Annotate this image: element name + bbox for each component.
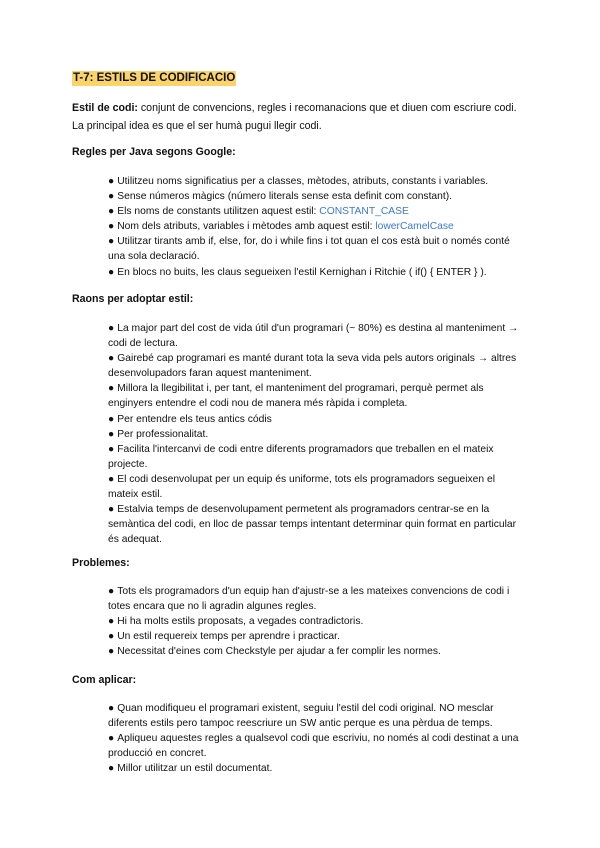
aplicar-list: [108, 701, 528, 776]
list-item: ● Un estil requereix temps per aprendre i practicar.: [108, 631, 340, 643]
list-item: ● Necessitat d'eines com Checkstyle per ajudar a fer complir les normes.: [108, 646, 441, 658]
intro-text: conjunt de convencions, regles i recomanacions que et diuen com escriure codi. La principal idea es que el ser humà pugui llegir codi.: [72, 102, 517, 132]
list-item: ● Nom dels atributs, variables i mètodes amb aquest estil: lowerCamelCase: [108, 221, 454, 233]
list-item: ● El codi desenvolupat per un equip és uniforme, tots els programadors segueixen el mateix estil.: [108, 473, 496, 501]
list-item: ● Estalvia temps de desenvolupament permetent als programadors centrar-se en la semàntica del codi, en lloc de passar temps intentant determinar quin format en particular és adequat.: [108, 504, 517, 546]
list-item: ● Utilitzeu noms significatius per a classes, mètodes, atributs, constants i variables.: [108, 176, 489, 187]
code-constant-case: CONSTANT_CASE: [319, 206, 409, 218]
page-title: T-7: ESTILS DE CODIFICACIO: [73, 72, 236, 84]
intro-paragraph: [72, 99, 530, 135]
list-item: ● Utilitzar tirants amb if, else, for, do i while fins i tot quan el cos està buit o només conté una sola declaració.: [108, 236, 510, 263]
section-heading-raons: Raons per adoptar estil:: [72, 293, 194, 305]
google-rules-list: [108, 174, 528, 280]
list-item: ● Hi ha molts estils proposats, a vegades contradictoris.: [108, 616, 364, 628]
list-item: ● Millora la llegibilitat i, per tant, el manteniment del programari, perquè permet als enginyers entendre el codi nou de manera més ràpida i completa.: [108, 383, 484, 410]
section-heading-aplicar: Com aplicar:: [72, 674, 137, 686]
list-item: ● Millor utilitzar un estil documentat.: [108, 763, 273, 775]
list-item: ● Facilita l'intercanvi de codi entre diferents programadors que treballen en el mateix projecte.: [108, 443, 494, 470]
code-lower-camel-case: lowerCamelCase: [375, 221, 454, 233]
list-item: ● Els noms de constants utilitzen aquest estil: CONSTANT_CASE: [108, 206, 409, 218]
problemes-list: [108, 584, 528, 659]
list-item: ● La major part del cost de vida útil d'un programari (~ 80%) es destina al manteniment → codi de lectura.: [108, 323, 519, 350]
list-item: ● Quan modifiqueu el programari existent, seguiu l'estil del codi original. NO mesclar diferents estils pero tampoc reescriure un SW antic perque es una pèrdua de temps.: [108, 703, 494, 730]
raons-list: [108, 321, 528, 547]
section-heading-google: Regles per Java segons Google:: [72, 146, 236, 158]
list-item: ● Per professionalitat.: [108, 428, 209, 440]
list-item: ● En blocs no buits, les claus segueixen l'estil Kernighan i Ritchie ( if() { ENTER } ).: [108, 266, 487, 278]
intro-label: Estil de codi:: [72, 102, 138, 114]
list-item: ● Tots els programadors d'un equip han d'ajustr-se a les mateixes convencions de codi i totes encara que no li agradin algunes regles.: [108, 586, 510, 613]
list-item: ● Gairebé cap programari es manté durant tota la seva vida pels autors originals → altres desenvolupadors faran aquest manteniment.: [108, 353, 517, 380]
list-item: ● Sense números màgics (número literals sense esta definit com constant).: [108, 191, 453, 203]
section-heading-problemes: Problemes:: [72, 557, 130, 569]
list-item: ● Apliqueu aquestes regles a qualsevol codi que escriviu, no només al codi destinat a una producció en concret.: [108, 733, 519, 760]
list-item: ● Per entendre els teus antics códis: [108, 413, 272, 425]
